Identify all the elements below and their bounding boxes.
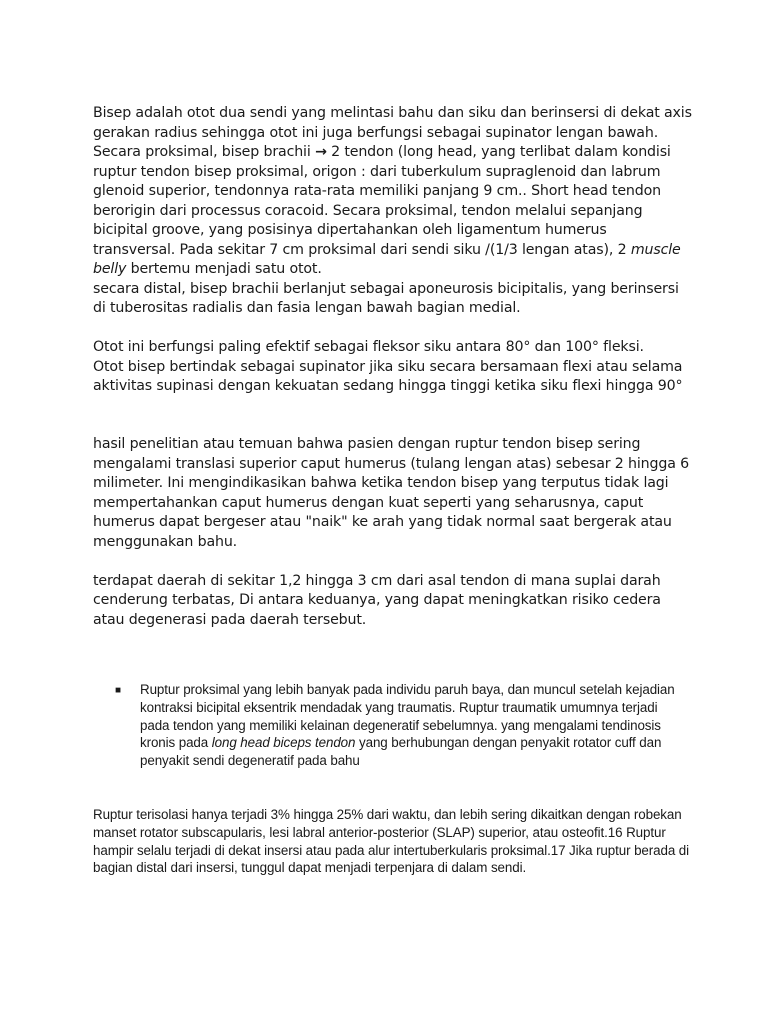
text-run: Ruptur proksimal yang lebih banyak pada individu paruh baya, dan muncul setelah kejadian kontraksi bicipital eksentrik mendadak yang traumatis. Ruptur traumatik umumnya terjadi pada tendon yang memiliki kelainan degeneratif sebelumnya. yang mengalami tendinosis kronis pada xyxy=(140,682,675,751)
paragraph-function: Otot ini berfungsi paling efektif sebagai fleksor siku antara 80° dan 100° fleksi. xyxy=(93,339,644,355)
paragraph-isolated-rupture: Ruptur terisolasi hanya terjadi 3% hingga 25% dari waktu, dan lebih sering dikaitkan dengan robekan manset rotator subscapularis, lesi labral anterior-posterior (SLAP) superior, atau osteofit.16 Ruptur hampir selalu terjadi di dekat insersi atau pada alur intertuberkularis proksimal.17 Jika ruptur berada di bagian distal dari insersi, tunggul dapat menjadi terpenjara di dalam sendi. xyxy=(93,807,690,876)
square-bullet-icon: ■ xyxy=(115,685,121,696)
paragraph-supinator: Otot bisep bertindak sebagai supinator jika siku secara bersamaan flexi atau selama aktivitas supinasi dengan kekuatan sedang hingga tinggi ketika siku flexi hingga 90° xyxy=(93,358,683,394)
text-run: 2 tendon (long head, yang terlibat dalam kondisi ruptur tendon bisep proksimal, origon : dari tuberkulum supraglenoid dan labrum glenoid superior, tendonnya rata-rata memiliki panjang 9 cm.. Short head tendon berorigin dari processus coracoid. Secara proksimal, tendon melalui sepanjang bicipital groove, yang posisinya dipertahankan oleh ligamentum humerus transversal. Pada sekitar 7 cm proksimal dari sendi siku /(1/3 lengan atas), 2 xyxy=(93,144,671,258)
paragraph-distal: secara distal, bisep brachii berlanjut sebagai aponeurosis bicipitalis, yang berinsersi di tuberositas radialis dan fasia lengan bawah bagian medial. xyxy=(93,280,679,316)
section-isolated-rupture xyxy=(93,806,693,877)
paragraph-translation: hasil penelitian atau temuan bahwa pasien dengan ruptur tendon bisep sering mengalami translasi superior caput humerus (tulang lengan atas) sebesar 2 hingga 6 milimeter. Ini mengindikasikan bahwa ketika tendon bisep yang terputus tidak lagi mempertahankan caput humerus dengan kuat seperti yang seharusnya, caput humerus dapat bergeser atau "naik" ke arah yang tidak normal saat bergerak atau menggunakan bahu. xyxy=(93,436,690,550)
list-item xyxy=(115,681,675,770)
text-run: bertemu menjadi satu otot. xyxy=(126,261,322,277)
section-findings xyxy=(93,435,693,630)
italic-term: long head biceps tendon xyxy=(211,735,356,751)
italic-term: muscle belly xyxy=(93,241,681,277)
text-run: yang berhubungan dengan penyakit rotator cuff dan penyakit sendi degeneratif pada bahu xyxy=(140,735,662,769)
paragraph-biceps-anatomy xyxy=(93,104,693,280)
text-run: Bisep adalah otot dua sendi yang melintasi bahu dan siku dan berinsersi di dekat axis gerakan radius sehingga otot ini juga berfungsi sebagai supinator lengan bawah. Secara proksimal, bisep brachii xyxy=(93,105,692,160)
paragraph-blood-supply: terdapat daerah di sekitar 1,2 hingga 3 cm dari asal tendon di mana suplai darah cenderung terbatas, Di antara keduanya, yang dapat meningkatkan risiko cedera atau degenerasi pada daerah tersebut. xyxy=(93,572,661,628)
section-anatomy xyxy=(93,104,693,397)
arrow-icon: → xyxy=(315,144,327,160)
bullet-list xyxy=(115,681,675,770)
